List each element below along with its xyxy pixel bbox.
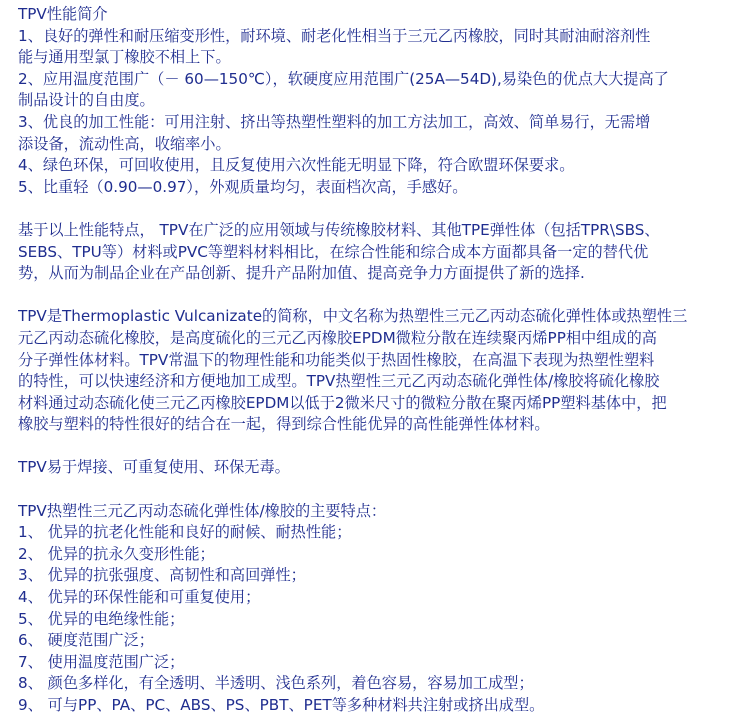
intro-line: 4、绿色环保，可回收使用，且反复使用六次性能无明显下降，符合欧盟环保要求。	[18, 156, 575, 175]
paragraph-gap	[18, 479, 744, 501]
intro-line: 添设备，流动性高，收缩率小。	[18, 134, 231, 153]
feature-item: 8、 颜色多样化，有全透明、半透明、浅色系列，着色容易，容易加工成型；	[18, 674, 534, 693]
feature-item: 4、 优异的环保性能和可重复使用；	[18, 588, 261, 607]
paragraph-line: TPV是Thermoplastic Vulcanizate的简称，中文名称为热塑性三元乙丙动态硫化弹性体或热塑性三	[18, 307, 688, 326]
feature-item: 1、 优异的抗老化性能和良好的耐候、耐热性能；	[18, 523, 352, 542]
intro-line: 1、良好的弹性和耐压缩变形性，耐环境、耐老化性相当于三元乙丙橡胶，同时其耐油耐溶剂性	[18, 26, 651, 45]
features-section	[18, 501, 744, 717]
feature-item: 7、 使用温度范围广泛；	[18, 652, 185, 671]
paragraph-line: 材料通过动态硫化使三元乙丙橡胶EPDM以低于2微米尺寸的微粒分散在聚丙烯PP塑料基体中，把	[18, 393, 667, 412]
paragraph-gap	[18, 285, 744, 307]
paragraph-gap	[18, 198, 744, 220]
definition-paragraph	[18, 306, 744, 436]
paragraph-line: 基于以上性能特点， TPV在广泛的应用领域与传统橡胶材料、其他TPE弹性体（包括TPR\SBS、	[18, 220, 660, 239]
intro-section	[18, 4, 744, 198]
intro-line: 3、优良的加工性能：可用注射、挤出等热塑性塑料的加工方法加工，高效、简单易行，无需增	[18, 112, 651, 131]
paragraph-line: 分子弹性体材料。TPV常温下的物理性能和功能类似于热固性橡胶，在高温下表现为热塑性塑料	[18, 350, 655, 369]
paragraph-line: 橡胶与塑料的特性很好的结合在一起，得到综合性能优异的高性能弹性体材料。	[18, 415, 550, 434]
intro-line: 能与通用型氯丁橡胶不相上下。	[18, 48, 231, 67]
intro-line: 5、比重轻（0.90—0.97），外观质量均匀，表面档次高，手感好。	[18, 177, 468, 196]
paragraph-line: 的特性，可以快速经济和方便地加工成型。TPV热塑性三元乙丙动态硫化弹性体/橡胶将硫化橡胶	[18, 372, 660, 391]
paragraph-line: 势，从而为制品企业在产品创新、提升产品附加值、提高竞争力方面提供了新的选择.	[18, 264, 585, 283]
feature-item: 6、 硬度范围广泛；	[18, 631, 154, 650]
paragraph-line: TPV易于焊接、可重复使用、环保无毒。	[18, 458, 290, 477]
feature-item: 3、 优异的抗张强度、高韧性和高回弹性；	[18, 566, 306, 585]
intro-line: 2、应用温度范围广（－ 60—150℃），软硬度应用范围广(25A—54D),易染色的优点大大提高了	[18, 69, 669, 88]
feature-item: 9、 可与PP、PA、PC、ABS、PS、PBT、PET等多种材料共注射或挤出成型。	[18, 696, 545, 714]
paragraph-gap	[18, 436, 744, 458]
feature-item: 5、 优异的电绝缘性能；	[18, 609, 185, 628]
processing-paragraph	[18, 457, 744, 479]
features-title: TPV热塑性三元乙丙动态硫化弹性体/橡胶的主要特点：	[18, 501, 387, 520]
comparison-paragraph	[18, 220, 744, 285]
intro-title: TPV性能简介	[18, 5, 108, 23]
paragraph-line: SEBS、TPU等）材料或PVC等塑料材料相比，在综合性能和综合成本方面都具备一定的替代优	[18, 242, 649, 261]
intro-line: 制品设计的自由度。	[18, 91, 155, 110]
document	[18, 4, 744, 717]
feature-item: 2、 优异的抗永久变形性能；	[18, 544, 215, 563]
paragraph-line: 元乙丙动态硫化橡胶，是高度硫化的三元乙丙橡胶EPDM微粒分散在连续聚丙烯PP相中组成的高	[18, 328, 657, 347]
